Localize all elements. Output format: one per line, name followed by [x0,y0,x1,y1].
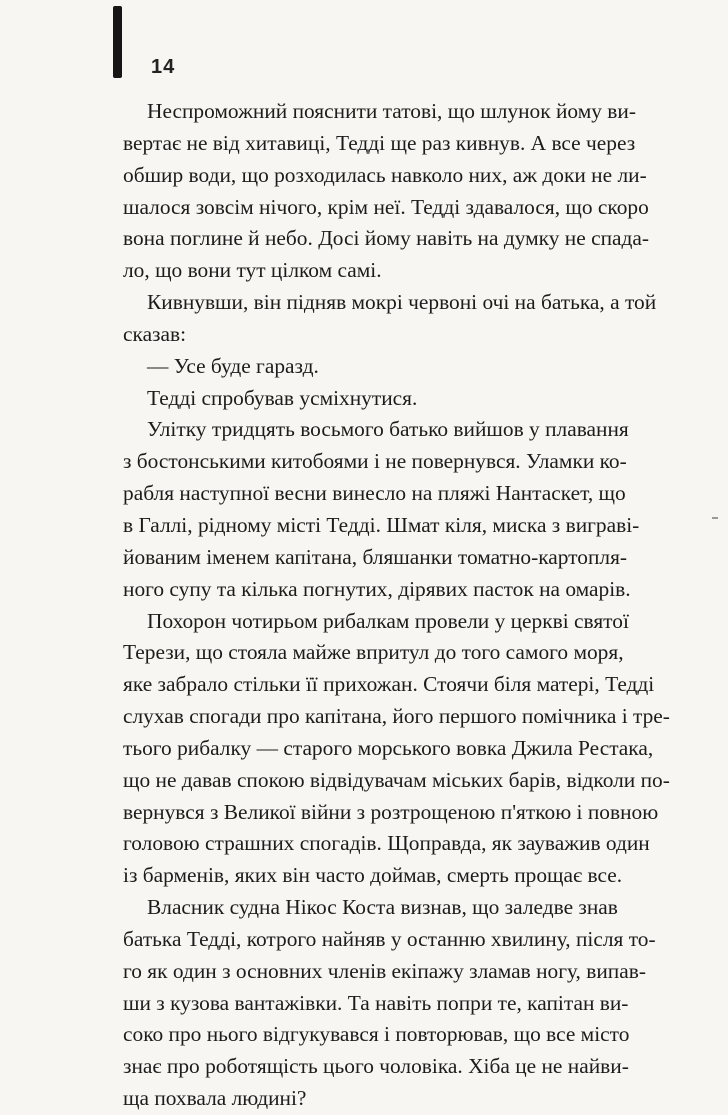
text-line: обшир води, що розходилась навколо них, аж доки не ли- [123,162,647,187]
text-line: — Усе буде гаразд. [147,353,319,378]
text-line: Кивнувши, він підняв мокрі червоні очі на батька, а той [147,290,657,315]
text-line: вертає не від хитавиці, Тедді ще раз кивнув. А все через [123,130,636,155]
text-line: ло, що вони тут цілком самі. [123,258,382,283]
text-line: ного супу та кілька погнутих, дірявих пасток на омарів. [123,576,631,601]
text-line: батька Тедді, котрого найняв у останню хвилину, після то- [123,926,656,951]
text-line: го як один з основних членів екіпажу зламав ногу, випав- [123,958,646,983]
text-line: Терези, що стояла майже впритул до того самого моря, [123,640,624,665]
text-line: йованим іменем капітана, бляшанки томатно-картопля- [123,544,628,569]
text-line: Неспроможний пояснити татові, що шлунок йому ви- [147,99,636,123]
text-line: вернувся з Великої війни з розтрощеною п'яткою і повною [123,799,659,824]
text-line: з бостонськими китобоями і не повернувся. Уламки ко- [123,449,627,474]
text-line: Улітку тридцять восьмого батько вийшов у плавання [147,417,629,442]
text-line: головою страшних спогадів. Щоправда, як зауважив один [123,831,650,856]
text-line: знає про роботящість цього чоловіка. Хіба це не найви- [123,1054,629,1079]
margin-mark [712,517,718,519]
text-line: в Галлі, рідному місті Тедді. Шмат кіля, миска з виграві- [123,512,640,537]
text-line: вона поглине й небо. Досі йому навіть на думку не спада- [123,226,650,251]
text-line: що не давав спокою відвідувачам міських барів, відколи по- [123,767,670,792]
text-line: Тедді спробував усміхнутися. [147,385,418,410]
text-line: Власник судна Нікос Коста визнав, що заледве знав [147,895,618,920]
text-line: соко про нього відгукувався і повторював, що все місто [123,1022,630,1047]
text-line: ши з кузова вантажівки. Та навіть попри те, капітан ви- [123,990,629,1015]
page-number: 14 [151,56,176,78]
text-line: тього рибалку — старого морського вовка Джила Рестака, [123,735,654,760]
text-line: сказав: [123,321,187,346]
body-text [123,96,670,1115]
text-line: яке забрало стільки її прихожан. Стоячи біля матері, Тедді [123,672,655,697]
text-line: Похорон чотирьом рибалкам провели у церкві святої [147,608,629,633]
text-line: рабля наступної весни винесло на пляжі Нантаскет, що [123,481,626,506]
text-line: шалося зовсім нічого, крім неї. Тедді здавалося, що скоро [123,194,649,219]
text-line: із барменів, яких він часто доймав, смерть прощає все. [123,863,623,888]
text-line: ща похвала людині? [123,1086,307,1111]
scan-edge-mark [113,6,122,78]
text-line: слухав спогади про капітана, його першого помічника і тре- [123,704,670,729]
